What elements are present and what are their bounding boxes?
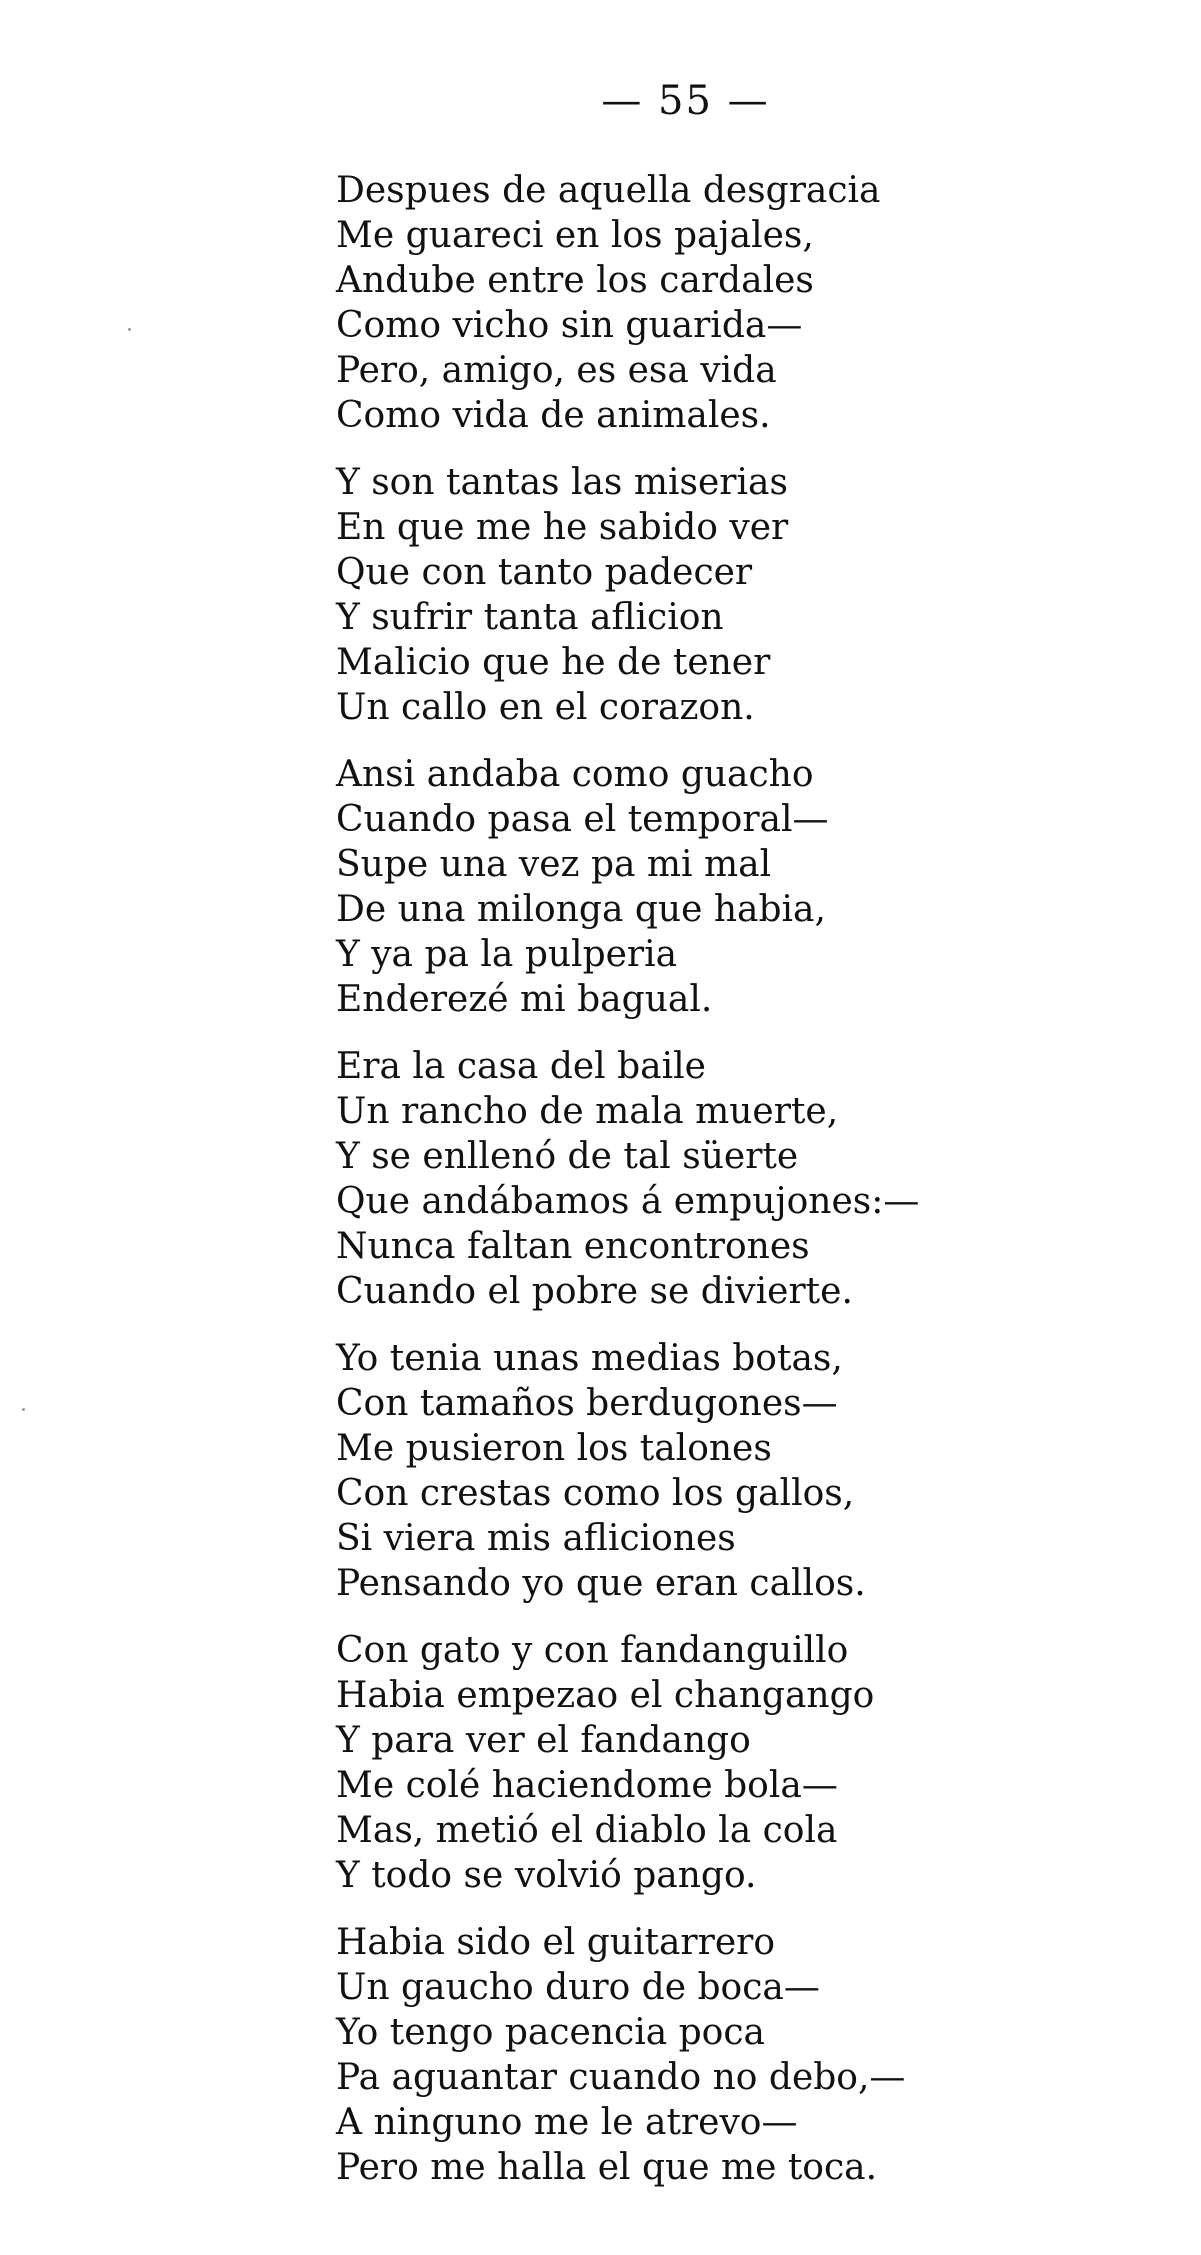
stanza (336, 1628, 1186, 1898)
verse-line: Con gato y con fandanguillo (336, 1630, 849, 1671)
verse-line: Y ya pa la pulperia (336, 934, 678, 975)
verse-line: Pensando yo que eran callos. (336, 1563, 866, 1604)
page-number: — 55 — (601, 78, 770, 124)
verse-line: Como vida de animales. (336, 395, 771, 436)
stanza (336, 1920, 1186, 2190)
stanza (336, 1336, 1186, 1606)
verse-line: Y todo se volvió pango. (336, 1855, 757, 1896)
verse-line: Era la casa del baile (336, 1046, 706, 1087)
stanza (336, 460, 1186, 730)
verse-line: Despues de aquella desgracia (336, 170, 881, 211)
verse-line: Con tamaños berdugones— (336, 1383, 838, 1424)
verse-line: Me colé haciendome bola— (336, 1765, 838, 1806)
poem (336, 168, 1186, 2212)
verse-line: Que con tanto padecer (336, 552, 753, 593)
verse-line: Mas, metió el diablo la cola (336, 1810, 838, 1851)
verse-line: A ninguno me le atrevo— (336, 2102, 798, 2143)
verse-line: Y se enllenó de tal süerte (336, 1136, 799, 1177)
margin-speck (22, 1408, 25, 1411)
verse-line: Yo tenia unas medias botas, (336, 1338, 843, 1379)
verse-line: Un callo en el corazon. (336, 687, 755, 728)
stanza (336, 168, 1186, 438)
verse-line: Cuando el pobre se divierte. (336, 1271, 853, 1312)
verse-line: Nunca faltan encontrones (336, 1226, 810, 1267)
stanza (336, 1044, 1186, 1314)
verse-line: Pa aguantar cuando no debo,— (336, 2057, 906, 2098)
verse-line: Y para ver el fandango (336, 1720, 751, 1761)
verse-line: Como vicho sin guarida— (336, 305, 803, 346)
margin-speck (128, 328, 131, 331)
verse-line: De una milonga que habia, (336, 889, 826, 930)
verse-line: Habia sido el guitarrero (336, 1922, 776, 1963)
verse-line: Habia empezao el changango (336, 1675, 875, 1716)
verse-line: En que me he sabido ver (336, 507, 789, 548)
verse-line: Y son tantas las miserias (336, 462, 788, 503)
stanza (336, 752, 1186, 1022)
verse-line: Supe una vez pa mi mal (336, 844, 772, 885)
verse-line: Andube entre los cardales (336, 260, 814, 301)
verse-line: Enderezé mi bagual. (336, 979, 713, 1020)
verse-line: Pero me halla el que me toca. (336, 2147, 878, 2188)
verse-line: Me guareci en los pajales, (336, 215, 814, 256)
verse-line: Yo tengo pacencia poca (336, 2012, 765, 2053)
verse-line: Si viera mis afliciones (336, 1518, 736, 1559)
verse-line: Me pusieron los talones (336, 1428, 772, 1469)
verse-line: Y sufrir tanta aflicion (336, 597, 724, 638)
verse-line: Cuando pasa el temporal— (336, 799, 829, 840)
verse-line: Malicio que he de tener (336, 642, 771, 683)
verse-line: Ansi andaba como guacho (336, 754, 814, 795)
verse-line: Un rancho de mala muerte, (336, 1091, 839, 1132)
verse-line: Pero, amigo, es esa vida (336, 350, 777, 391)
verse-line: Con crestas como los gallos, (336, 1473, 855, 1514)
verse-line: Un gaucho duro de boca— (336, 1967, 820, 2008)
verse-line: Que andábamos á empujones:— (336, 1181, 920, 1222)
